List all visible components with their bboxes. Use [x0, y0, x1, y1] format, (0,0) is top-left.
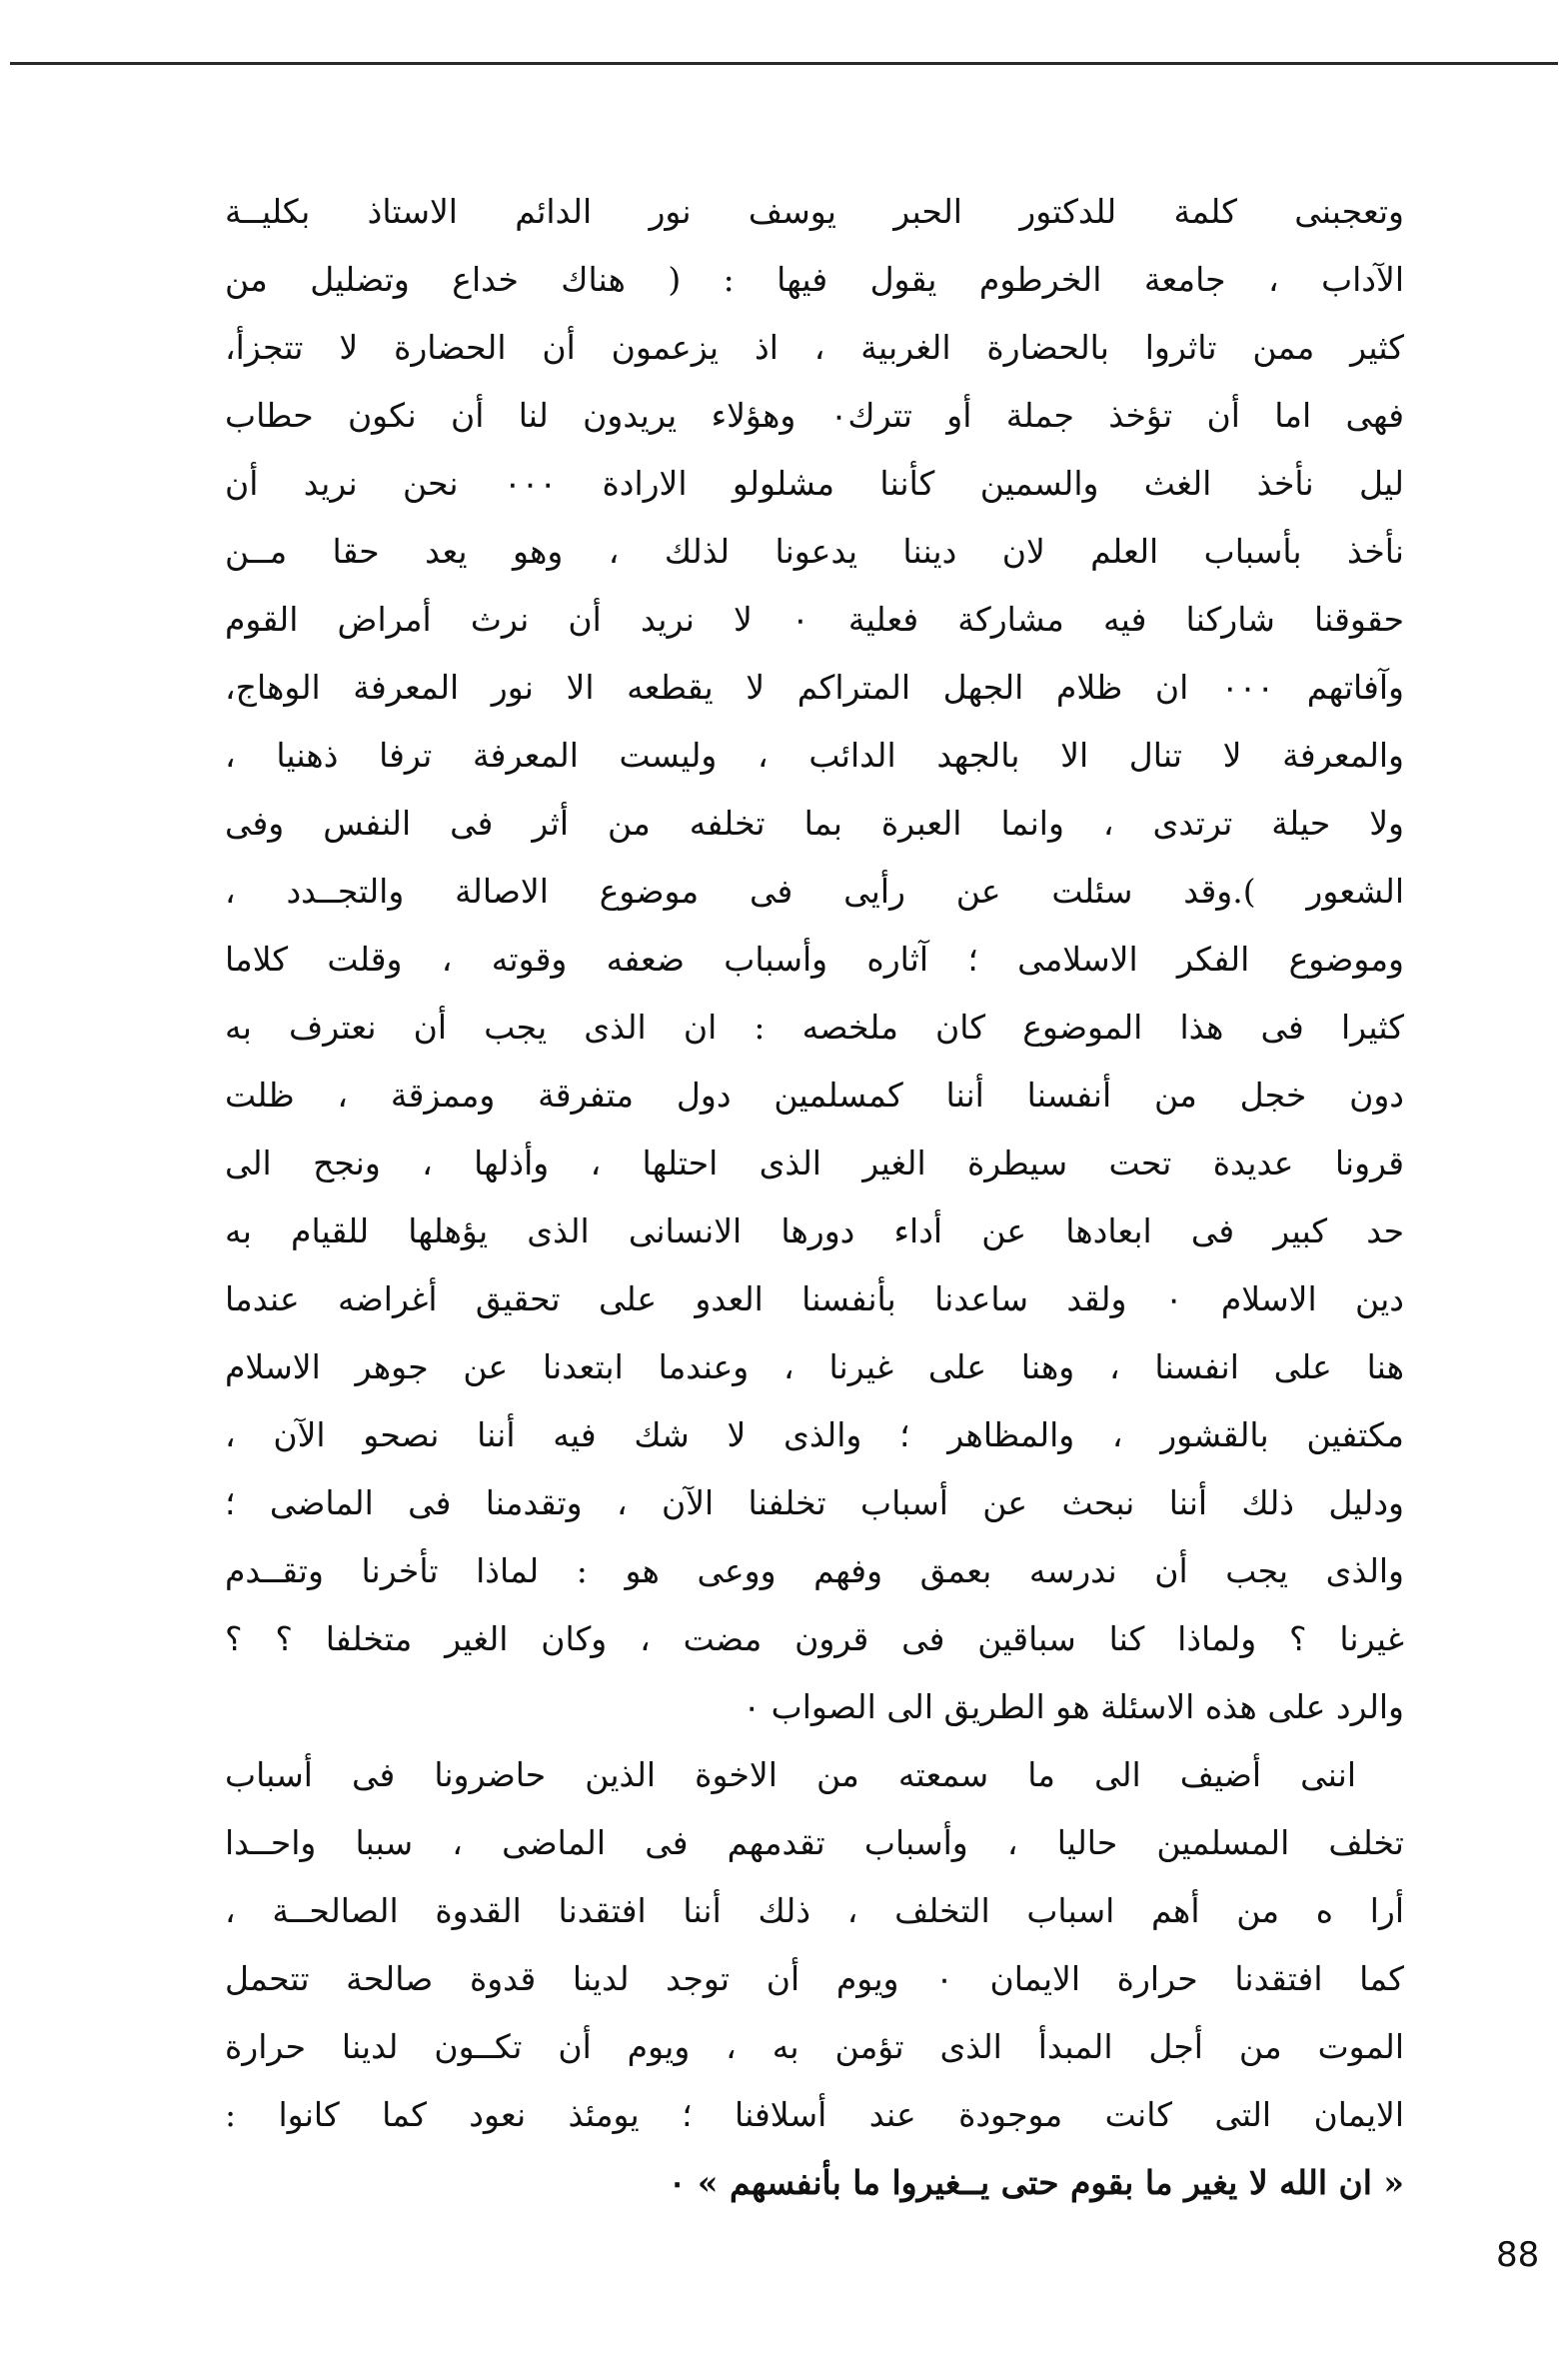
text-line: ودليل ذلك أننا نبحث عن أسباب تخلفنا الآن ، وتقدمنا فى الماضى ؛: [225, 1483, 1404, 1522]
text-line: غيرنا ؟ ولماذا كنا سباقين فى قرون مضت ، وكان الغير متخلفا ؟ ؟: [225, 1619, 1404, 1658]
text-line: فهى اما أن تؤخذ جملة أو تترك٠ وهؤلاء يريدون لنا أن نكون حطاب: [225, 396, 1404, 435]
text-line: الآداب ، جامعة الخرطوم يقول فيها : ( هناك خداع وتضليل من: [225, 260, 1404, 299]
text-line: أرا ه من أهم اسباب التخلف ، ذلك أننا افتقدنا القدوة الصالحــة ،: [225, 1891, 1404, 1930]
text-line: كثيرا فى هذا الموضوع كان ملخصه : ان الذى يجب أن نعترف به: [225, 1008, 1404, 1047]
text-line: تخلف المسلمين حاليا ، وأسباب تقدمهم فى الماضى ، سببا واحــدا: [225, 1823, 1404, 1862]
text-line: وآفاتهم ٠٠٠ ان ظلام الجهل المتراكم لا يقطعه الا نور المعرفة الوهاج،: [225, 668, 1404, 707]
text-line: كما افتقدنا حرارة الايمان ٠ ويوم أن توجد لدينا قدوة صالحة تتحمل: [225, 1959, 1404, 1998]
top-rule: [10, 62, 1558, 65]
text-line: دون خجل من أنفسنا أننا كمسلمين دول متفرقة وممزقة ، ظلت: [225, 1076, 1404, 1115]
text-line: دين الاسلام ٠ ولقد ساعدنا بأنفسنا العدو على تحقيق أغراضه عندما: [225, 1279, 1404, 1318]
text-line: الموت من أجل المبدأ الذى تؤمن به ، ويوم أن تكــون لدينا حرارة: [225, 2027, 1404, 2066]
text-line: ليل نأخذ الغث والسمين كأننا مشلولو الارادة ٠٠٠ نحن نريد أن: [225, 464, 1404, 503]
text-line: نأخذ بأسباب العلم لان ديننا يدعونا لذلك ، وهو يعد حقا مــن: [225, 532, 1404, 571]
text-line: والرد على هذه الاسئلة هو الطريق الى الصواب ٠: [743, 1687, 1404, 1726]
quran-quote-line: « ان الله لا يغير ما بقوم حتى يــغيروا ما بأنفسهم » ٠: [668, 2163, 1404, 2202]
text-line: والذى يجب أن ندرسه بعمق وفهم ووعى هو : لماذا تأخرنا وتقــدم: [225, 1551, 1404, 1590]
text-line: الشعور ).وقد سئلت عن رأيى فى موضوع الاصالة والتجــدد ،: [225, 872, 1404, 911]
text-line: اننى أضيف الى ما سمعته من الاخوة الذين حاضرونا فى أسباب: [225, 1755, 1356, 1794]
text-line: كثير ممن تاثروا بالحضارة الغربية ، اذ يزعمون أن الحضارة لا تتجزأ،: [225, 328, 1404, 367]
text-line: حد كبير فى ابعادها عن أداء دورها الانسانى الذى يؤهلها للقيام به: [225, 1211, 1404, 1250]
text-line: قرونا عديدة تحت سيطرة الغير الذى احتلها ، وأذلها ، ونجح الى: [225, 1144, 1404, 1183]
text-line: وتعجبنى كلمة للدكتور الحبر يوسف نور الدائم الاستاذ بكليــة: [225, 192, 1404, 231]
text-line: ولا حيلة ترتدى ، وانما العبرة بما تخلفه من أثر فى النفس وفى: [225, 804, 1404, 843]
text-line: وموضوع الفكر الاسلامى ؛ آثاره وأسباب ضعفه وقوته ، وقلت كلاما: [225, 940, 1404, 979]
text-line: مكتفين بالقشور ، والمظاهر ؛ والذى لا شك فيه أننا نصحو الآن ،: [225, 1415, 1404, 1454]
text-line: هنا على انفسنا ، وهنا على غيرنا ، وعندما ابتعدنا عن جوهر الاسلام: [225, 1347, 1404, 1386]
text-line: الايمان التى كانت موجودة عند أسلافنا ؛ يومئذ نعود كما كانوا :: [225, 2095, 1404, 2134]
body-text: [225, 178, 1404, 2217]
text-line: والمعرفة لا تنال الا بالجهد الدائب ، وليست المعرفة ترفا ذهنيا ،: [225, 736, 1404, 775]
page-number: 88: [1496, 2235, 1540, 2275]
text-line: حقوقنا شاركنا فيه مشاركة فعلية ٠ لا نريد أن نرث أمراض القوم: [225, 600, 1404, 639]
